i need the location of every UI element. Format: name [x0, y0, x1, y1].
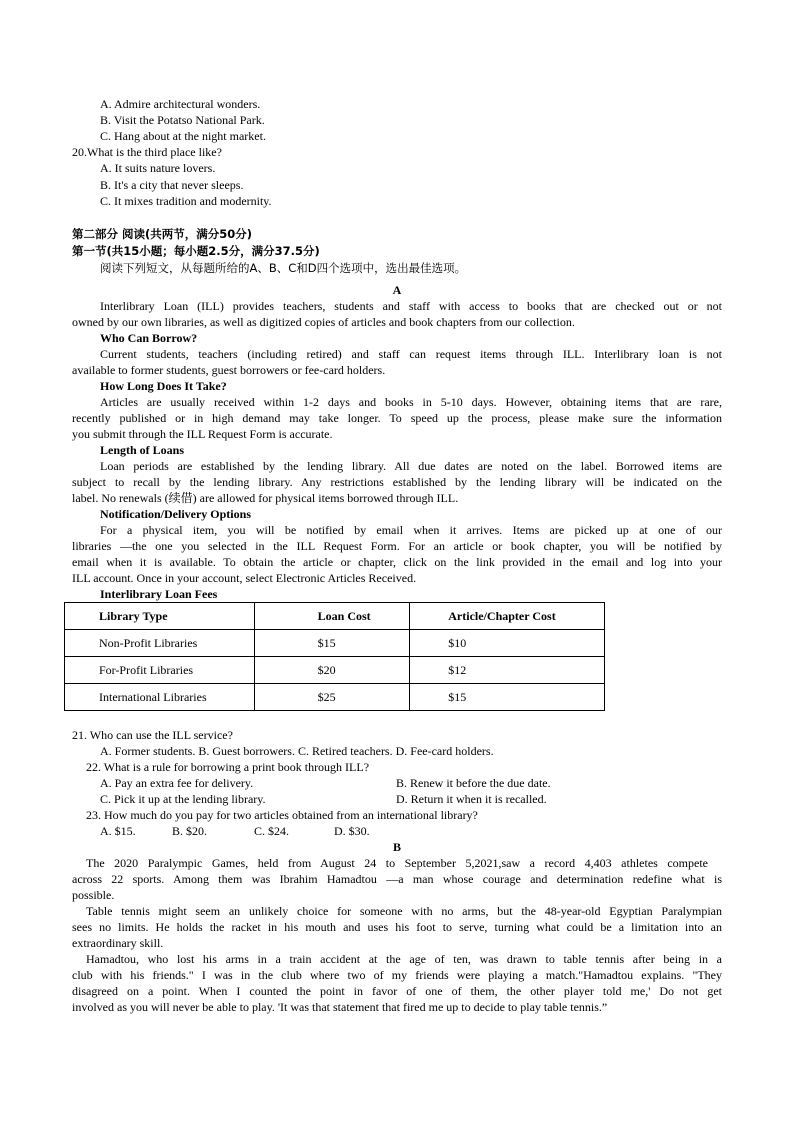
table-row: [65, 657, 605, 684]
q23-option-c: C. $24.: [254, 824, 290, 838]
heading-how-long: How Long Does It Take?: [100, 379, 227, 393]
how-long-line-2: recently published or in high demand may take longer. To speed up the process, please make sure the information: [72, 411, 722, 425]
table-row: [65, 630, 605, 657]
length-of-loans-line-3: label. No renewals (续借) are allowed for physical items borrowed through ILL.: [72, 491, 459, 505]
length-of-loans-line-2: subject to recall by the lending library. Any restrictions established by the lending library will be indicated on the: [72, 475, 722, 489]
table-header-row: [65, 603, 605, 630]
passage-b-p3-line-2: club with his friends." I was in the club where two of my friends were playing a match."Hamadtou explains. "They: [72, 968, 722, 982]
q20-option-b: B. It's a city that never sleeps.: [100, 178, 244, 192]
q22-option-c: C. Pick it up at the lending library.: [100, 792, 266, 806]
table-cell: Non-Profit Libraries: [65, 630, 255, 657]
q20-option-a: A. It suits nature lovers.: [100, 161, 216, 175]
q23-option-a: A. $15.: [100, 824, 136, 838]
q22-option-a: A. Pay an extra fee for delivery.: [100, 776, 254, 790]
who-can-borrow-line-1: Current students, teachers (including retired) and staff can request items through ILL. Interlibrary loan is not: [100, 347, 722, 361]
passage-a-intro-line-2: owned by our own libraries, as well as digitized copies of articles and book chapters from our collection.: [72, 315, 575, 329]
q22-option-b: B. Renew it before the due date.: [396, 776, 551, 790]
section-sub-heading: 第一节(共15小题；每小题2.5分，满分37.5分): [72, 244, 320, 258]
loan-fees-table: [64, 602, 605, 711]
table-cell: $15: [254, 630, 410, 657]
passage-a-intro-line-1: Interlibrary Loan (ILL) provides teachers, students and staff with access to books that are checked out or not: [100, 299, 722, 313]
table-row: [65, 684, 605, 711]
passage-b-p2-line-3: extraordinary skill.: [72, 936, 164, 950]
q23-option-d: D. $30.: [334, 824, 370, 838]
passage-b-p1-line-3: possible.: [72, 888, 115, 902]
q23-option-b: B. $20.: [172, 824, 208, 838]
table-cell: International Libraries: [65, 684, 255, 711]
how-long-line-1: Articles are usually received within 1-2 days and books in 5-10 days. However, obtaining items that are rare,: [100, 395, 722, 409]
table-cell: $10: [410, 630, 605, 657]
passage-b-p3-line-3: disagreed on a point. When I counted the point in favor of one of them, the other player told me,' Do not get: [72, 984, 722, 998]
q19-option-b: B. Visit the Potatso National Park.: [100, 113, 265, 127]
passage-b-letter: B: [392, 840, 401, 854]
table-cell: $20: [254, 657, 410, 684]
table-header-cell: Library Type: [65, 603, 255, 630]
notification-line-4: ILL account. Once in your account, select Electronic Articles Received.: [72, 571, 417, 585]
length-of-loans-line-1: Loan periods are established by the lending library. All due dates are noted on the label. Borrowed items are: [100, 459, 722, 473]
table-cell: For-Profit Libraries: [65, 657, 255, 684]
q19-option-a: A. Admire architectural wonders.: [100, 97, 261, 111]
passage-b-p1-line-2: across 22 sports. Among them was Ibrahim Hamadtou —a man whose courage and determination redefine what is: [72, 872, 722, 886]
how-long-line-3: you submit through the ILL Request Form is accurate.: [72, 427, 333, 441]
table-header-cell: Article/Chapter Cost: [410, 603, 605, 630]
q22-stem: 22. What is a rule for borrowing a print book through ILL?: [86, 760, 370, 774]
table-cell: $25: [254, 684, 410, 711]
section-instruction: 阅读下列短文，从每题所给的A、B、C和D四个选项中，选出最佳选项。: [100, 261, 467, 275]
passage-b-p1-line-1: The 2020 Paralympic Games, held from August 24 to September 5,2021,saw a record 4,403 athletes compete: [86, 856, 708, 870]
passage-a-letter: A: [392, 283, 402, 297]
q20-option-c: C. It mixes tradition and modernity.: [100, 194, 272, 208]
passage-b-p2-line-1: Table tennis might seem an unlikely choice for someone with no arms, but the 48-year-old Egyptian Paralympian: [86, 904, 722, 918]
table-title: Interlibrary Loan Fees: [100, 587, 218, 601]
passage-b-p2-line-2: sees no limits. He holds the racket in his mouth and uses his foot to serve, turning what could be a limitation into an: [72, 920, 722, 934]
section-part-heading: 第二部分 阅读(共两节，满分50分): [72, 227, 253, 241]
notification-line-1: For a physical item, you will be notified by email when it arrives. Items are picked up at one of our: [100, 523, 722, 537]
q20-stem: 20.What is the third place like?: [72, 145, 222, 159]
q23-stem: 23. How much do you pay for two articles obtained from an international library?: [86, 808, 478, 822]
table-cell: $15: [410, 684, 605, 711]
passage-b-p3-line-4: involved as you will never be able to play. 'It was that statement that fired me up to decide to play table tennis.”: [72, 1000, 608, 1014]
q21-stem: 21. Who can use the ILL service?: [72, 728, 233, 742]
heading-notification: Notification/Delivery Options: [100, 507, 251, 521]
table-header-cell: Loan Cost: [254, 603, 410, 630]
notification-line-3: email when it is available. To obtain the article or chapter, click on the link provided in the email and log into your: [72, 555, 722, 569]
heading-length-of-loans: Length of Loans: [100, 443, 185, 457]
q19-option-c: C. Hang about at the night market.: [100, 129, 266, 143]
q21-options: A. Former students. B. Guest borrowers. C. Retired teachers. D. Fee-card holders.: [100, 744, 494, 758]
who-can-borrow-line-2: available to former students, guest borrowers or fee-card holders.: [72, 363, 386, 377]
passage-b-p3-line-1: Hamadtou, who lost his arms in a train accident at the age of ten, was drawn to table tennis after being in a: [86, 952, 722, 966]
notification-line-2: libraries —the one you selected in the ILL Request Form. For an article or book chapter, you will be notified by: [72, 539, 722, 553]
table-cell: $12: [410, 657, 605, 684]
heading-who-can-borrow: Who Can Borrow?: [100, 331, 198, 345]
q22-option-d: D. Return it when it is recalled.: [396, 792, 547, 806]
